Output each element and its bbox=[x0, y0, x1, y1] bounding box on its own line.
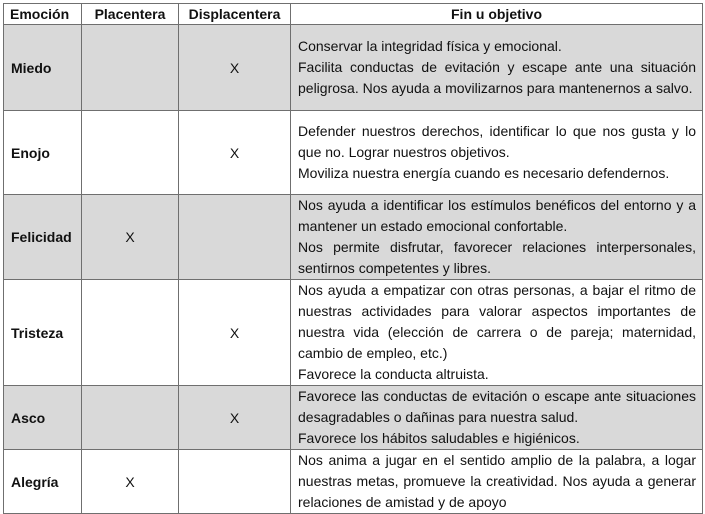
unpleasant-mark bbox=[179, 450, 291, 514]
pleasant-mark: X bbox=[82, 195, 179, 280]
pleasant-mark bbox=[82, 111, 179, 195]
table-row bbox=[4, 280, 703, 386]
goal-paragraph: Nos permite disfrutar, favorecer relaciones interpersonales, sentirnos competentes y libres. bbox=[298, 239, 696, 276]
pleasant-mark bbox=[82, 386, 179, 450]
pleasant-mark bbox=[82, 280, 179, 386]
pleasant-mark: X bbox=[82, 450, 179, 514]
goal-cell bbox=[291, 25, 703, 111]
goal-paragraph: Favorece las conductas de evitación o escape ante situaciones desagradables o dañinas para nuestra salud. bbox=[298, 388, 696, 425]
goal-paragraph: Facilita conductas de evitación y escape ante una situación peligrosa. Nos ayuda a movilizarnos para mantenernos a salvo. bbox=[298, 59, 696, 96]
table-row bbox=[4, 450, 703, 514]
unpleasant-mark: X bbox=[179, 25, 291, 111]
goal-cell bbox=[291, 195, 703, 280]
goal-paragraph: Nos ayuda a identificar los estímulos benéficos del entorno y a mantener un estado emocional confortable. bbox=[298, 197, 696, 234]
header-goal: Fin u objetivo bbox=[291, 4, 703, 25]
emotions-table bbox=[3, 3, 703, 514]
goal-paragraph: Nos anima a jugar en el sentido amplio de la palabra, a logar nuestras metas, promueve la creatividad. Nos ayuda a generar relaciones de amistad y de apoyo bbox=[298, 452, 696, 510]
unpleasant-mark: X bbox=[179, 386, 291, 450]
table-header-row bbox=[4, 4, 703, 25]
goal-cell bbox=[291, 386, 703, 450]
table-row bbox=[4, 195, 703, 280]
goal-cell bbox=[291, 280, 703, 386]
header-pleasant: Placentera bbox=[82, 4, 179, 25]
emotion-name: Felicidad bbox=[4, 195, 82, 280]
table-row bbox=[4, 25, 703, 111]
emotion-name: Tristeza bbox=[4, 280, 82, 386]
table-row bbox=[4, 111, 703, 195]
goal-paragraph: Nos ayuda a empatizar con otras personas, a bajar el ritmo de nuestras actividades para valorar aspectos importantes de nuestra vida (elección de carrera o de pareja; maternidad, cambio de empleo, etc.) bbox=[298, 282, 696, 361]
goal-paragraph: Favorece la conducta altruista. bbox=[298, 366, 489, 382]
pleasant-mark bbox=[82, 25, 179, 111]
emotion-name: Enojo bbox=[4, 111, 82, 195]
goal-paragraph: Defender nuestros derechos, identificar lo que nos gusta y lo que no. Lograr nuestros objetivos. bbox=[298, 123, 696, 160]
goal-paragraph: Moviliza nuestra energía cuando es necesario defendernos. bbox=[298, 165, 670, 181]
goal-paragraph: Favorece los hábitos saludables e higiénicos. bbox=[298, 430, 580, 446]
goal-paragraph: Conservar la integridad física y emocional. bbox=[298, 38, 562, 54]
emotion-name: Asco bbox=[4, 386, 82, 450]
goal-cell bbox=[291, 450, 703, 514]
emotion-name: Alegría bbox=[4, 450, 82, 514]
goal-cell bbox=[291, 111, 703, 195]
table-row bbox=[4, 386, 703, 450]
unpleasant-mark: X bbox=[179, 111, 291, 195]
header-unpleasant: Displacentera bbox=[179, 4, 291, 25]
emotion-name: Miedo bbox=[4, 25, 82, 111]
header-emotion: Emoción bbox=[4, 4, 82, 25]
unpleasant-mark bbox=[179, 195, 291, 280]
unpleasant-mark: X bbox=[179, 280, 291, 386]
